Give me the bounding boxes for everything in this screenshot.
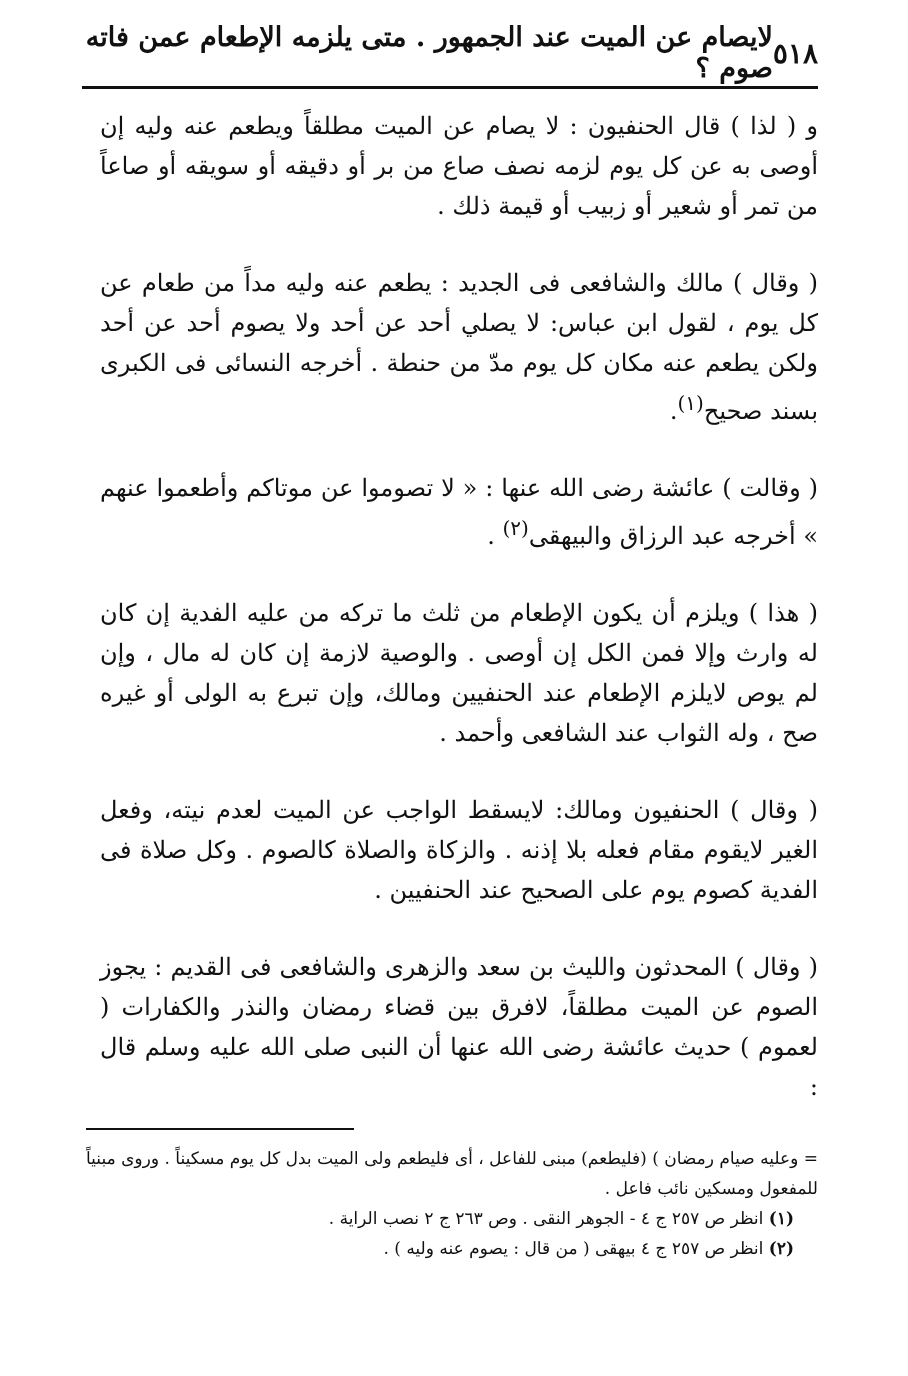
running-head-title: لايصام عن الميت عند الجمهور . متى يلزمه الإطعام عمن فاته صوم ؟ (85, 22, 773, 84)
footnotes (86, 1144, 818, 1264)
footnote-continuation: = وعليه صيام رمضان ) (فليطعم) مبنى للفاعل ، أى فليطعم ولى الميت بدل كل يوم مسكيناً . وروى مبنياً للمفعول ومسكين نائب فاعل . (86, 1149, 818, 1199)
header-rule (82, 86, 818, 89)
paragraph: ( وقال ) المحدثون والليث بن سعد والزهرى والشافعى فى القديم : يجوز الصوم عن الميت مطلقاً، لافرق بين قضاء رمضان والنذر والكفارات ( لعموم ) حديث عائشة رضى الله عنها أن النبى صلى الله عليه وسلم قال : (100, 953, 818, 1101)
page-number: ٥١٨ (772, 36, 818, 70)
paragraph: ( وقال ) الحنفيون ومالك: لايسقط الواجب عن الميت لعدم نيته، وفعل الغير لايقوم مقام فعله بلا إذنه . والزكاة والصلاة كالصوم . وكل صلاة فى الفدية كصوم يوم على الصحيح عند الحنفيين . (100, 796, 818, 904)
footnote-1 (86, 1204, 818, 1234)
paragraph-text: ( وقال ) مالك والشافعى فى الجديد : يطعم عنه وليه مداً من طعام عن كل يوم ، لقول ابن عباس: لا يصلي أحد عن أحد ولا يصوم أحد عن أحد ولكن يطعم عنه مكان كل يوم مدّ من حنطة . أخرجه النسائى فى الكبرى بسند صحيح (100, 269, 818, 425)
paragraph: و ( لذا ) قال الحنفيون : لا يصام عن الميت مطلقاً ويطعم عنه وليه إن أوصى به عن كل يوم لزمه نصف صاع من بر أو دقيقه أو سويقه أو صاعاً من تمر أو شعير أو زبيب أو قيمة ذلك . (100, 112, 818, 220)
footnote-mark: (٢) (502, 516, 529, 540)
footnote-text: انظر ص ٢٥٧ ج ٤ بيهقى ( من قال : يصوم عنه وليه ) . (383, 1239, 764, 1259)
footnote-rule (86, 1128, 354, 1130)
paragraph-end: . (669, 397, 678, 425)
running-head (82, 22, 818, 84)
footnote-mark: (١) (677, 391, 704, 415)
footnote-number: (٢) (768, 1239, 794, 1259)
paragraph (100, 263, 818, 431)
footnote-2 (86, 1234, 818, 1264)
paragraph-text: ( وقالت ) عائشة رضى الله عنها : « لا تصوموا عن موتاكم وأطعموا عنهم » أخرجه عبد الرزاق والبيهقى (100, 474, 818, 550)
footnote-number: (١) (768, 1209, 794, 1229)
body-text (100, 106, 818, 1107)
paragraph: ( هذا ) ويلزم أن يكون الإطعام من ثلث ما تركه من عليه الفدية إن كان له وارث وإلا فمن الكل إن أوصى . والوصية لازمة إن كان له مال ، وإن لم يوص لايلزم الإطعام عند الحنفيين ومالك، وإن تبرع به الولى أو غيره صح ، وله الثواب عند الشافعى وأحمد . (100, 599, 818, 747)
paragraph (100, 468, 818, 556)
footnote-text: انظر ص ٢٥٧ ج ٤ - الجوهر النقى . وص ٢٦٣ ج ٢ نصب الراية . (328, 1209, 764, 1229)
paragraph-end: . (487, 522, 503, 550)
